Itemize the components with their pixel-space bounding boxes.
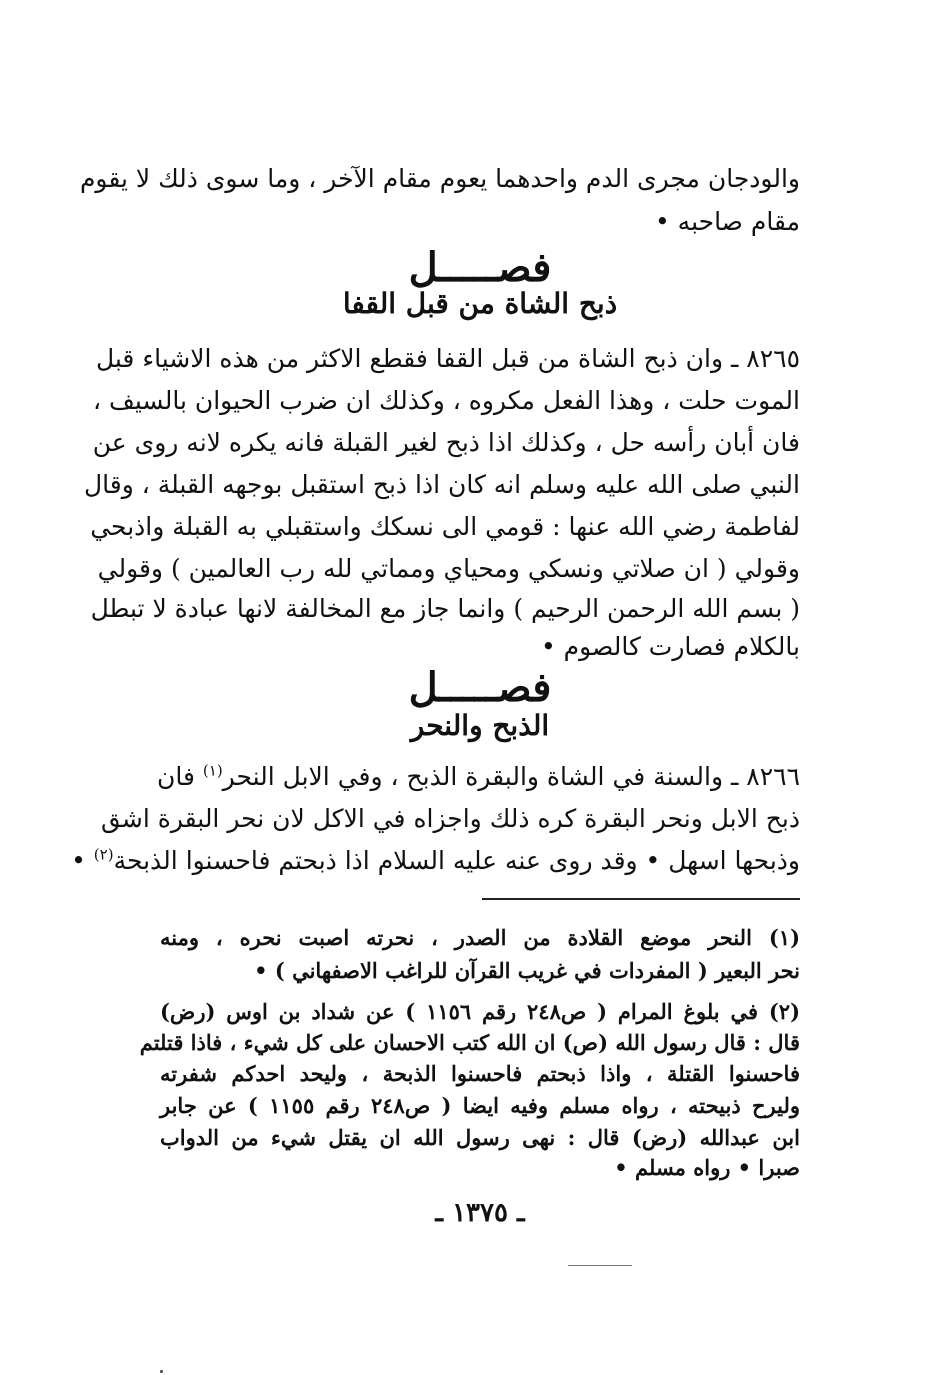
section-1-line-4: النبي صلى الله عليه وسلم انه كان اذا ذبح استقبل بوجهه القبلة ، وقال bbox=[83, 470, 800, 499]
section-2-line-2: ذبح الابل ونحر البقرة كره ذلك واجزاه في الاكل لان نحر البقرة اشق bbox=[101, 804, 800, 833]
section-2-line-1 bbox=[157, 758, 800, 796]
section-1-line-8: بالكلام فصارت كالصوم • bbox=[540, 632, 800, 661]
section-1-line-3: فان أبان رأسه حل ، وكذلك اذا ذبح لغير القبلة فانه يكره لانه روى عن bbox=[92, 428, 800, 457]
footnote-1-line-1: (١) النحر موضع القلادة من الصدر ، نحرته اصبت نحره ، ومنه bbox=[160, 925, 800, 950]
footnote-separator bbox=[482, 898, 800, 900]
section-1-line-1: ٨٢٦٥ ـ وان ذبح الشاة من قبل القفا فقطع الاكثر من هذه الاشياء قبل bbox=[95, 344, 800, 373]
footnote-ref-1: (١) bbox=[202, 761, 223, 780]
intro-line-1: والودجان مجرى الدم واحدهما يعوم مقام الآخر ، وما سوى ذلك لا يقوم bbox=[79, 164, 800, 193]
scan-artifact-speck bbox=[160, 1370, 163, 1373]
section-2-line-3-text: وذبحها اسهل • وقد روى عنه عليه السلام اذا ذبحتم فاحسنوا الذبحة bbox=[113, 846, 800, 875]
footnote-2-line-4: وليرح ذبيحته ، رواه مسلم وفيه ايضا ( ص٢٤٨ رقم ١١٥٥ ) عن جابر bbox=[160, 1093, 801, 1118]
section-2-line-1-end: فان bbox=[157, 762, 203, 791]
scan-artifact-line bbox=[568, 1265, 632, 1266]
section-1-line-7: ( بسم الله الرحمن الرحيم ) وانما جاز مع المخالفة لانها عبادة لا تبطل bbox=[90, 594, 800, 623]
footnote-ref-2: (٢) bbox=[93, 845, 114, 864]
page-number: ـ ١٣٧٥ ـ bbox=[435, 1198, 525, 1228]
section-1-title: ذبح الشاة من قبل القفا bbox=[342, 287, 618, 320]
footnote-2-line-2: قال : قال رسول الله (ص) ان الله كتب الاحسان على كل شيء ، فاذا قتلتم bbox=[139, 1030, 800, 1055]
section-1-line-2: الموت حلت ، وهذا الفعل مكروه ، وكذلك ان ضرب الحيوان بالسيف ، bbox=[92, 386, 800, 415]
section-1-line-6: وقولي ( ان صلاتي ونسكي ومحياي ومماتي لله رب العالمين ) وقولي bbox=[97, 554, 800, 583]
footnote-1-line-2: نحر البعير ( المفردات في غريب القرآن للراغب الاصفهاني ) • bbox=[254, 958, 800, 983]
section-2-line-3-end: • bbox=[71, 846, 94, 875]
footnote-2-line-5: ابن عبدالله (رض) قال : نهى رسول الله ان يقتل شيء من الدواب bbox=[160, 1125, 800, 1150]
section-2-fasl-heading: فصـــــل bbox=[408, 664, 552, 711]
intro-line-2: مقام صاحبه • bbox=[654, 207, 800, 236]
section-1-fasl-heading: فصـــــل bbox=[408, 244, 552, 291]
section-2-line-1-text: ٨٢٦٦ ـ والسنة في الشاة والبقرة الذبح ، وفي الابل النحر bbox=[222, 762, 800, 791]
footnote-2-line-6: صبرا • رواه مسلم • bbox=[614, 1155, 800, 1180]
section-2-title: الذبح والنحر bbox=[410, 709, 550, 742]
footnote-2-line-3: فاحسنوا القتلة ، واذا ذبحتم فاحسنوا الذبحة ، وليحد احدكم شفرته bbox=[160, 1061, 800, 1086]
section-1-line-5: لفاطمة رضي الله عنها : قومي الى نسكك واستقبلي به القبلة واذبحي bbox=[90, 512, 800, 541]
footnote-2-line-1: (٢) في بلوغ المرام ( ص٢٤٨ رقم ١١٥٦ ) عن شداد بن اوس (رض) bbox=[160, 999, 800, 1024]
section-2-line-3 bbox=[71, 842, 800, 880]
